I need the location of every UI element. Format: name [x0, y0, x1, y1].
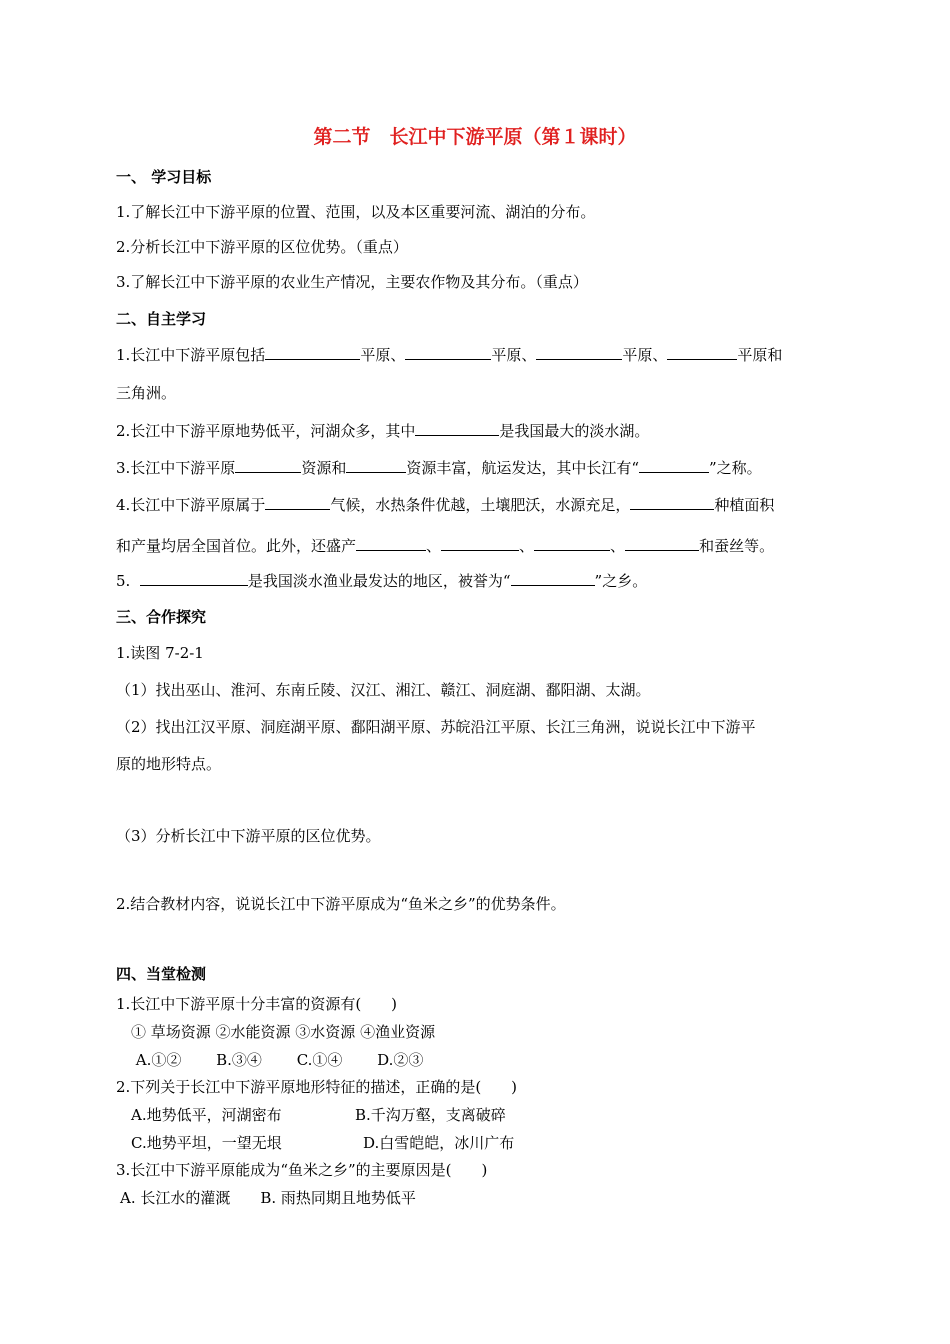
text: ”之乡。: [594, 572, 648, 590]
answer-blank[interactable]: [536, 345, 622, 360]
text: 4.长江中下游平原属于: [116, 496, 266, 514]
text: 、: [610, 537, 626, 555]
answer-blank[interactable]: [534, 536, 610, 551]
text: 资源和: [301, 459, 347, 477]
quiz-options: A. 长江水的灌溉 B. 雨热同期且地势低平: [120, 1189, 416, 1207]
quiz-option-d: D.白雪皑皑，冰川广布: [363, 1134, 515, 1152]
question-line: （2）找出江汉平原、洞庭湖平原、鄱阳湖平原、苏皖沿江平原、长江三角洲，说说长江中下游平: [116, 718, 756, 736]
text: 气候，水热条件优越，土壤肥沃，水源充足，: [330, 496, 631, 514]
question-line: 2.结合教材内容，说说长江中下游平原成为“鱼米之乡”的优势条件。: [116, 895, 566, 913]
text: 资源丰富，航运发达，其中长江有“: [406, 459, 639, 477]
question-line: （1）找出巫山、淮河、东南丘陵、汉江、湘江、赣江、洞庭湖、鄱阳湖、太湖。: [116, 681, 651, 699]
answer-blank[interactable]: [265, 345, 360, 360]
text: ”之称。: [709, 459, 762, 477]
question-line: [116, 535, 774, 556]
text: 平原和: [737, 346, 783, 364]
text: 、: [519, 537, 535, 555]
answer-blank[interactable]: [625, 536, 699, 551]
text: 5.: [116, 572, 131, 590]
section-heading-objectives: 一、 学习目标: [116, 168, 212, 186]
answer-blank[interactable]: [405, 345, 491, 360]
section-heading-cooperative: 三、合作探究: [116, 608, 207, 626]
section-heading-self-study: 二、自主学习: [116, 310, 207, 328]
answer-blank[interactable]: [630, 495, 714, 510]
objective-item: 2.分析长江中下游平原的区位优势。（重点）: [116, 238, 408, 256]
text: 是我国淡水渔业最发达的地区，被誉为“: [247, 572, 511, 590]
text: 种植面积: [714, 496, 775, 514]
text: 和产量均居全国首位。此外，还盛产: [116, 537, 357, 555]
text: 是我国最大的淡水湖。: [499, 422, 650, 440]
answer-blank[interactable]: [265, 495, 330, 510]
text: 平原、: [622, 346, 668, 364]
quiz-options: ① 草场资源 ②水能资源 ③水资源 ④渔业资源: [116, 1023, 436, 1041]
answer-blank[interactable]: [511, 571, 595, 586]
quiz-option-c: C.地势平坦，一望无垠: [116, 1134, 282, 1152]
answer-blank[interactable]: [235, 458, 301, 473]
quiz-choices: A.①② B.③④ C.①④ D.②③: [116, 1051, 424, 1069]
answer-blank[interactable]: [639, 458, 709, 473]
quiz-question: 1.长江中下游平原十分丰富的资源有( ): [116, 995, 398, 1013]
question-line: [116, 457, 762, 478]
question-line: （3）分析长江中下游平原的区位优势。: [116, 827, 381, 845]
text: 1.长江中下游平原包括: [116, 346, 266, 364]
text: 和蚕丝等。: [699, 537, 775, 555]
question-line: [116, 344, 782, 365]
quiz-option-b: B.千沟万壑，支离破碎: [355, 1106, 506, 1124]
quiz-option-a: A.地势低平，河湖密布: [116, 1106, 282, 1124]
answer-blank[interactable]: [415, 421, 499, 436]
question-line: 三角洲。: [116, 384, 177, 402]
answer-blank[interactable]: [346, 458, 406, 473]
answer-blank[interactable]: [356, 536, 426, 551]
question-line: 1.读图 7-2-1: [116, 644, 204, 662]
question-line: 原的地形特点。: [116, 755, 222, 773]
page-title: 第二节 长江中下游平原（第１课时）: [313, 126, 637, 148]
answer-blank[interactable]: [140, 571, 248, 586]
quiz-question: 3.长江中下游平原能成为“鱼米之乡”的主要原因是( ): [116, 1161, 488, 1179]
objective-item: 3.了解长江中下游平原的农业生产情况，主要农作物及其分布。（重点）: [116, 273, 588, 291]
answer-blank[interactable]: [441, 536, 519, 551]
text: 、: [426, 537, 442, 555]
text: 平原、: [491, 346, 537, 364]
text: 3.长江中下游平原: [116, 459, 236, 477]
question-line: [116, 494, 774, 515]
question-line: [116, 420, 649, 441]
quiz-question: 2.下列关于长江中下游平原地形特征的描述，正确的是( ): [116, 1078, 518, 1096]
objective-item: 1.了解长江中下游平原的位置、范围，以及本区重要河流、湖泊的分布。: [116, 203, 596, 221]
text: 2.长江中下游平原地势低平，河湖众多，其中: [116, 422, 416, 440]
section-heading-quiz: 四、当堂检测: [116, 965, 207, 983]
text: 平原、: [360, 346, 406, 364]
question-line: [116, 570, 647, 591]
answer-blank[interactable]: [667, 345, 737, 360]
